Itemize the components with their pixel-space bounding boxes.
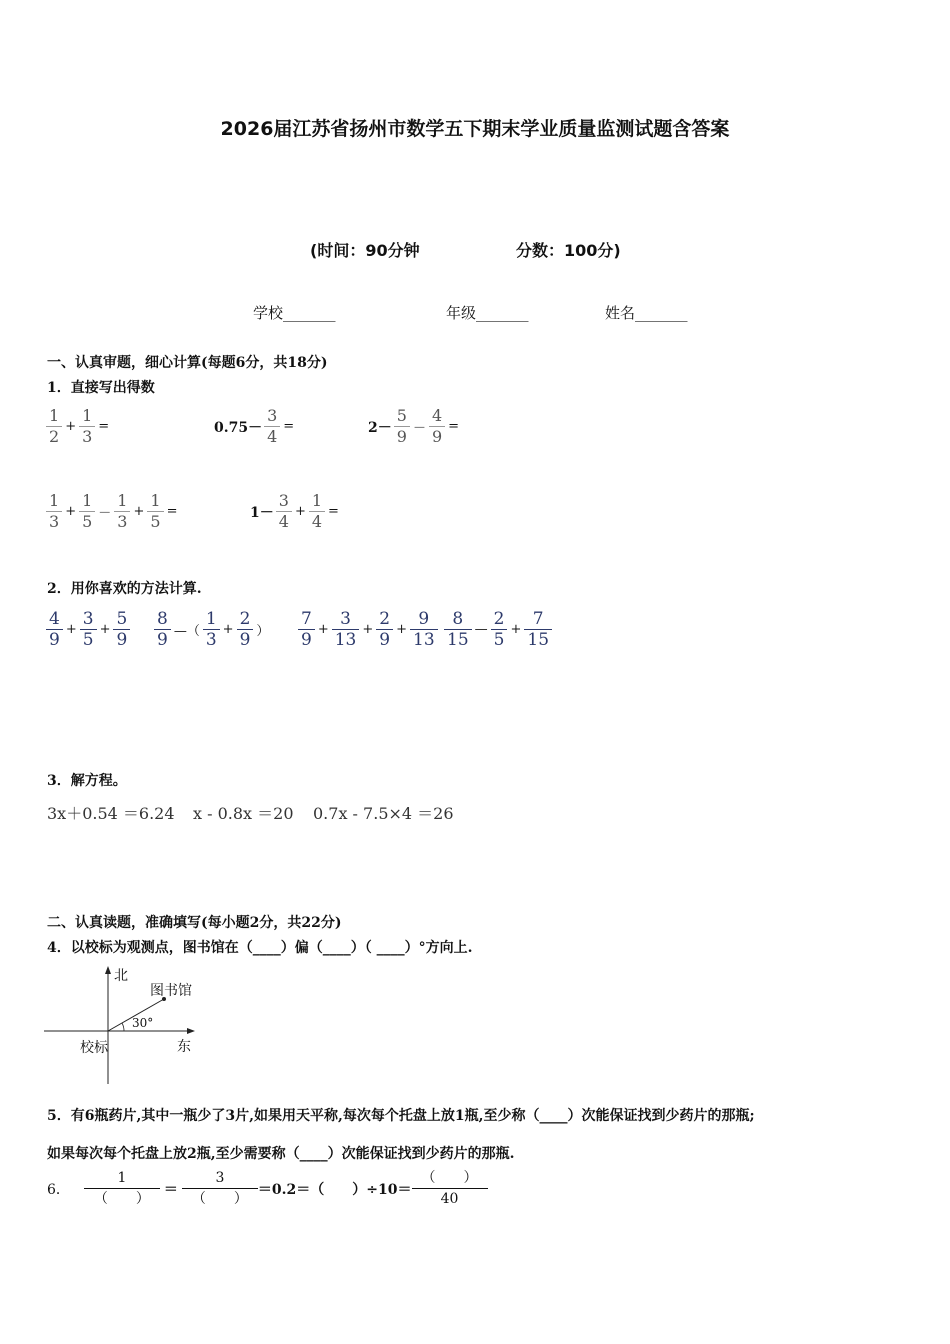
exam-time: (时间：90分钟 xyxy=(310,241,420,260)
fraction: $\frac{1}{4}$ xyxy=(309,491,325,532)
q3-equation-2: x - 0.8x ＝20 xyxy=(193,804,294,823)
exam-score: 分数：100分) xyxy=(516,241,621,260)
fraction: $\frac{1}{3}$ xyxy=(203,609,220,650)
fraction: $\frac{1}{3}$ xyxy=(46,491,62,532)
answer-fraction-2[interactable]: $\frac{3}{( )}$ xyxy=(182,1168,258,1209)
fraction: $\frac{1}{5}$ xyxy=(147,491,163,532)
answer-fraction-1[interactable]: $\frac{1}{( )}$ xyxy=(84,1168,160,1209)
q2-expression-1: $\frac{4}{9}$ + $\frac{3}{5}$ + $\frac{5}{9}$ xyxy=(44,609,132,650)
question-4-text: 4．以校标为观测点，图书馆在（____）偏（____）（ ____）°方向上. xyxy=(47,940,473,956)
q1-expression-1: $\frac{1}{2}$ + $\frac{1}{3}$ = xyxy=(44,406,110,447)
fraction: $\frac{1}{3}$ xyxy=(79,406,95,447)
q1-expression-5: 1－ $\frac{3}{4}$ + $\frac{1}{4}$ = xyxy=(250,491,339,531)
fraction: $\frac{1}{5}$ xyxy=(79,491,95,532)
question-6-middle[interactable]: ＝0.2＝（ ）÷10＝ xyxy=(257,1181,412,1198)
question-5-line-1: 5．有6瓶药片,其中一瓶少了3片,如果用天平称,每次每个托盘上放1瓶,至少称（____）次能保证找到少药片的那瓶; xyxy=(47,1108,755,1124)
fraction: $\frac{4}{9}$ xyxy=(429,406,445,447)
north-label: 北 xyxy=(114,968,128,984)
fraction: $\frac{5}{9}$ xyxy=(113,609,130,650)
name-field[interactable]: 姓名_______ xyxy=(605,304,688,322)
library-label: 图书馆 xyxy=(150,983,192,999)
fraction: $\frac{5}{9}$ xyxy=(394,406,410,447)
fraction: $\frac{3}{5}$ xyxy=(80,609,97,650)
question-3-label: 3．解方程。 xyxy=(47,773,127,789)
school-field[interactable]: 学校_______ xyxy=(253,304,336,322)
section-1-heading: 一、认真审题，细心计算(每题6分，共18分) xyxy=(47,355,328,371)
q3-equation-1: 3x＋0.54 ＝6.24 xyxy=(47,804,175,823)
east-label: 东 xyxy=(177,1039,191,1055)
q1-expression-2: 0.75－ $\frac{3}{4}$ = xyxy=(214,406,295,446)
fraction: $\frac{7}{15}$ xyxy=(524,609,552,650)
east-arrow-icon xyxy=(187,1028,195,1034)
question-6: 6． $\frac{1}{( )}$ ＝ $\frac{3}{( )}$ ＝0.2＝（ ）÷10＝ $\frac{( )}{40}$ xyxy=(47,1168,488,1209)
q1-expression-4: $\frac{1}{3}$ + $\frac{1}{5}$ － $\frac{1}{3}$ + $\frac{1}{5}$ = xyxy=(44,491,178,532)
answer-fraction-3[interactable]: $\frac{( )}{40}$ xyxy=(412,1168,488,1209)
fraction: $\frac{8}{9}$ xyxy=(154,609,171,650)
q2-expression-2: $\frac{8}{9}$ —（ $\frac{1}{3}$ + $\frac{2}{9}$ ） xyxy=(152,609,270,650)
q3-equation-3: 0.7x - 7.5×4 ＝26 xyxy=(313,804,454,823)
q1-expression-3: 2－ $\frac{5}{9}$ － $\frac{4}{9}$ = xyxy=(368,406,460,446)
fraction: $\frac{8}{15}$ xyxy=(444,609,472,650)
fraction: $\frac{3}{4}$ xyxy=(264,406,280,447)
question-2-label: 2．用你喜欢的方法计算. xyxy=(47,581,202,597)
q2-expression-4: $\frac{8}{15}$ — $\frac{2}{5}$ + $\frac{7}{15}$ xyxy=(442,609,554,650)
fraction: $\frac{2}{9}$ xyxy=(376,609,393,650)
q2-expression-3: $\frac{7}{9}$ + $\frac{3}{13}$ + $\frac{2}{9}$ + $\frac{9}{13}$ xyxy=(296,609,440,650)
question-6-label: 6． xyxy=(47,1181,70,1198)
fraction: $\frac{3}{4}$ xyxy=(276,491,292,532)
fraction: $\frac{1}{3}$ xyxy=(114,491,130,532)
angle-arc xyxy=(122,1023,124,1031)
section-2-heading: 二、认真读题，准确填写(每小题2分，共22分) xyxy=(47,915,342,931)
angle-label: 30° xyxy=(132,1016,154,1030)
fraction: $\frac{2}{5}$ xyxy=(491,609,508,650)
fraction: $\frac{7}{9}$ xyxy=(298,609,315,650)
question-1-label: 1．直接写出得数 xyxy=(47,380,155,396)
fraction: $\frac{4}{9}$ xyxy=(46,609,63,650)
page-title: 2026届江苏省扬州市数学五下期末学业质量监测试题含答案 xyxy=(220,118,730,140)
fraction: $\frac{1}{2}$ xyxy=(46,406,62,447)
origin-label: 校标 xyxy=(80,1040,108,1056)
fraction: $\frac{2}{9}$ xyxy=(237,609,254,650)
north-arrow-icon xyxy=(105,966,111,974)
fraction: $\frac{9}{13}$ xyxy=(410,609,438,650)
fraction: $\frac{3}{13}$ xyxy=(332,609,360,650)
question-5-line-2: 如果每次每个托盘上放2瓶,至少需要称（____）次能保证找到少药片的那瓶. xyxy=(47,1146,515,1162)
grade-field[interactable]: 年级_______ xyxy=(446,304,529,322)
